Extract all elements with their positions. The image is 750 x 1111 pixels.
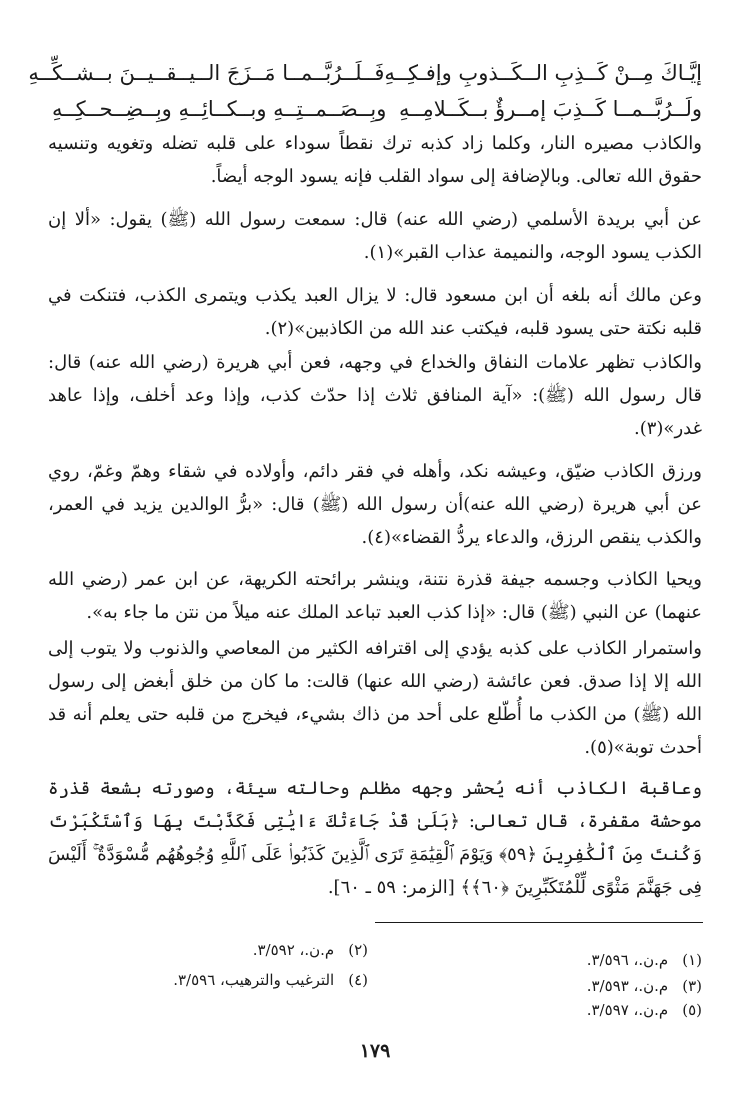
poem-hemistich: وبِــصَــمــتِــهِ وبــكــائِــهِ وبِــضِــحــكِــهِ [52, 97, 387, 121]
body-paragraph: وعاقبة الكاذب أنه يُحشر وجهه مظلم وحالته سيئة، وصورته بشعة قذرة موحشة مقفرة، قال تعالى: ﴿بَلَىٰ قَدْ جَاءَتْكَ ءَايَٰتِى فَكَذَّبْتَ بِهَا وَٱسْتَكْبَرْتَ وَكُنتَ مِنَ ٱلْكَٰفِرِينَ ﴿٥٩﴾ وَيَوْمَ ٱلْقِيَٰمَةِ تَرَى ٱلَّذِينَ كَذَبُوا۟ عَلَى ٱللَّهِ وُجُوهُهُم مُّسْوَدَّةٌ ۚ أَلَيْسَ فِى جَهَنَّمَ مَثْوًى لِّلْمُتَكَبِّرِينَ ﴿٦٠﴾﴾ [الزمر: ٥٩ ـ ٦٠]. [48, 778, 702, 898]
footnote-number: (١) [682, 951, 702, 969]
body-paragraph: ويحيا الكاذب وجسمه جيفة قذرة نتنة، وينشر برائحته الكريهة، عن ابن عمر (رضي الله عنهما) عن النبي (ﷺ) قال: «إذا كذب العبد تباعد الملك عنه ميلاً من نتن ما جاء به». [48, 569, 702, 623]
poem-hemistich: إيَّـاكَ مِــنْ كَــذِبِ الــكَــذوبِ وإفـكِــهِ [384, 61, 702, 85]
footnote-number: (٢) [348, 941, 368, 959]
body-paragraph: والكاذب مصيره النار، وكلما زاد كذبه ترك نقطاً سوداء على قلبه تضله وتغويه وتنسيه حقوق الله تعالى. وبالإضافة إلى سواد القلب فإنه يسود الوجه أيضاً. [48, 133, 702, 187]
body-paragraph: والكاذب تظهر علامات النفاق والخداع في وجهه، فعن أبي هريرة (رضي الله عنه) قال: قال رسول الله (ﷺ): «آية المنافق ثلاث إذا حدّث كذب، وإذا وعد أخلف، وإذا عاهد غدر»(٣). [48, 352, 703, 439]
footnote-text: الترغيب والترهيب، ٣/٥٩٦. [173, 971, 335, 989]
footnote-text: م.ن.، ٣/٥٩٦. [586, 951, 669, 969]
page-number: ١٧٩ [359, 1040, 391, 1062]
footnote-separator [375, 922, 703, 923]
footnote-3 [587, 977, 702, 995]
footnote-text: م.ن.، ٣/٥٩٧. [586, 1001, 669, 1019]
poem-hemistich: فَــلَــرُبَّــمــا مَــزَجَ الــيــقــيــنَ بــشــكِّــهِ [28, 61, 385, 85]
body-paragraph: واستمرار الكاذب على كذبه يؤدي إلى اقترافه الكثير من المعاصي والذنوب ولا يتوب إلى الله إلا إذا صدق. فعن عائشة (رضي الله عنها) قالت: ما كان من خلق أبغض إلى رسول الله (ﷺ) من الكذب ما أُطّلع على أحد من ذاك بشيء، فيخرج من قلبه حتى يعلم أنه قد أحدث توبة»(٥). [48, 638, 702, 758]
footnote-text: م.ن.، ٣/٥٩٢. [252, 941, 335, 959]
body-paragraph: عن أبي بريدة الأسلمي (رضي الله عنه) قال: سمعت رسول الله (ﷺ) يقول: «ألا إن الكذب يسود الوجه، والنميمة عذاب القبر»(١). [48, 209, 702, 263]
footnote-number: (٣) [682, 977, 702, 995]
footnote-number: (٥) [682, 1001, 702, 1019]
poem-verse-1 [28, 58, 702, 88]
footnote-text: م.ن.، ٣/٥٩٣. [586, 977, 669, 995]
poem-hemistich: ولَــرُبَّــمــا كَــذِبَ إمــرؤٌ بــكَــلامِــهِ [398, 97, 702, 121]
footnote-number: (٤) [348, 971, 368, 989]
footnote-5 [587, 1001, 702, 1019]
footnote-4 [173, 971, 368, 989]
body-paragraph: ورزق الكاذب ضيّق، وعيشه نكد، وأهله في فقر دائم، وأولاده في شقاء وهمّ وغمّ، روي عن أبي هريرة (رضي الله عنه)أن رسول الله (ﷺ) قال: «برُّ الوالدين يزيد في العمر، والكذب ينقص الرزق، والدعاء يردُّ القضاء»(٤). [48, 461, 702, 548]
body-paragraph: وعن مالك أنه بلغه أن ابن مسعود قال: لا يزال العبد يكذب ويتمرى الكذب، فتنكت في قلبه نكتة حتى يسود قلبه، فيكتب عند الله من الكاذبين»(٢). [48, 285, 702, 339]
footnote-2 [253, 941, 368, 959]
poem-verse-2 [52, 94, 702, 124]
footnote-1 [587, 951, 702, 969]
